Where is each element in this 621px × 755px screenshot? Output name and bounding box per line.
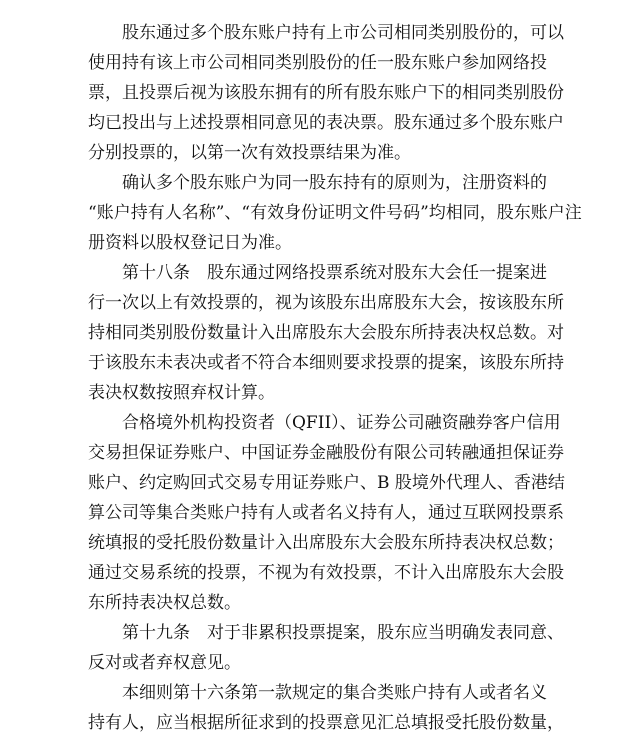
- text-line: 股东通过多个股东账户持有上市公司相同类别股份的，可以: [122, 23, 564, 43]
- text-line: 合格境外机构投资者（QFII）、证券公司融资融券客户信用: [122, 413, 561, 433]
- text-line: 本细则第十六条第一款规定的集合类账户持有人或者名义: [122, 683, 547, 703]
- text-line: 交易担保证券账户、中国证券金融股份有限公司转融通担保证券: [88, 443, 564, 463]
- text-line: 行一次以上有效投票的，视为该股东出席股东大会，按该股东所: [88, 293, 564, 313]
- text-line: 确认多个股东账户为同一股东持有的原则为，注册资料的: [122, 173, 547, 193]
- text-line: 通过交易系统的投票，不视为有效投票，不计入出席股东大会股: [88, 563, 564, 583]
- text-line: 分别投票的，以第一次有效投票结果为准。: [88, 143, 411, 163]
- text-line: 算公司等集合类账户持有人或者名义持有人，通过互联网投票系: [88, 503, 564, 523]
- text-line: 账户、约定购回式交易专用证券账户、B 股境外代理人、香港结: [88, 473, 565, 493]
- text-line: 册资料以股权登记日为准。: [88, 233, 292, 253]
- text-line: 东所持表决权总数。: [88, 593, 241, 613]
- text-line: 使用持有该上市公司相同类别股份的任一股东账户参加网络投: [88, 53, 547, 73]
- text-line: 持相同类别股份数量计入出席股东大会股东所持表决权总数。对: [88, 323, 564, 343]
- text-line: 于该股东未表决或者不符合本细则要求投票的提案，该股东所持: [88, 353, 564, 373]
- text-line: 反对或者弃权意见。: [88, 653, 241, 673]
- text-line: 持有人，应当根据所征求到的投票意见汇总填报受托股份数量，: [88, 713, 564, 733]
- text-line: 均已投出与上述投票相同意见的表决票。股东通过多个股东账户: [88, 113, 564, 133]
- text-line: 表决权数按照弃权计算。: [88, 383, 275, 403]
- text-line: 票，且投票后视为该股东拥有的所有股东账户下的相同类别股份: [88, 83, 564, 103]
- text-line: 统填报的受托股份数量计入出席股东大会股东所持表决权总数；: [88, 533, 564, 553]
- article-19-heading-line: 第十九条 对于非累积投票提案，股东应当明确发表同意、: [122, 623, 564, 643]
- article-18-heading-line: 第十八条 股东通过网络投票系统对股东大会任一提案进: [122, 263, 547, 283]
- text-line: “账户持有人名称”、“有效身份证明文件号码”均相同，股东账户注: [88, 203, 582, 223]
